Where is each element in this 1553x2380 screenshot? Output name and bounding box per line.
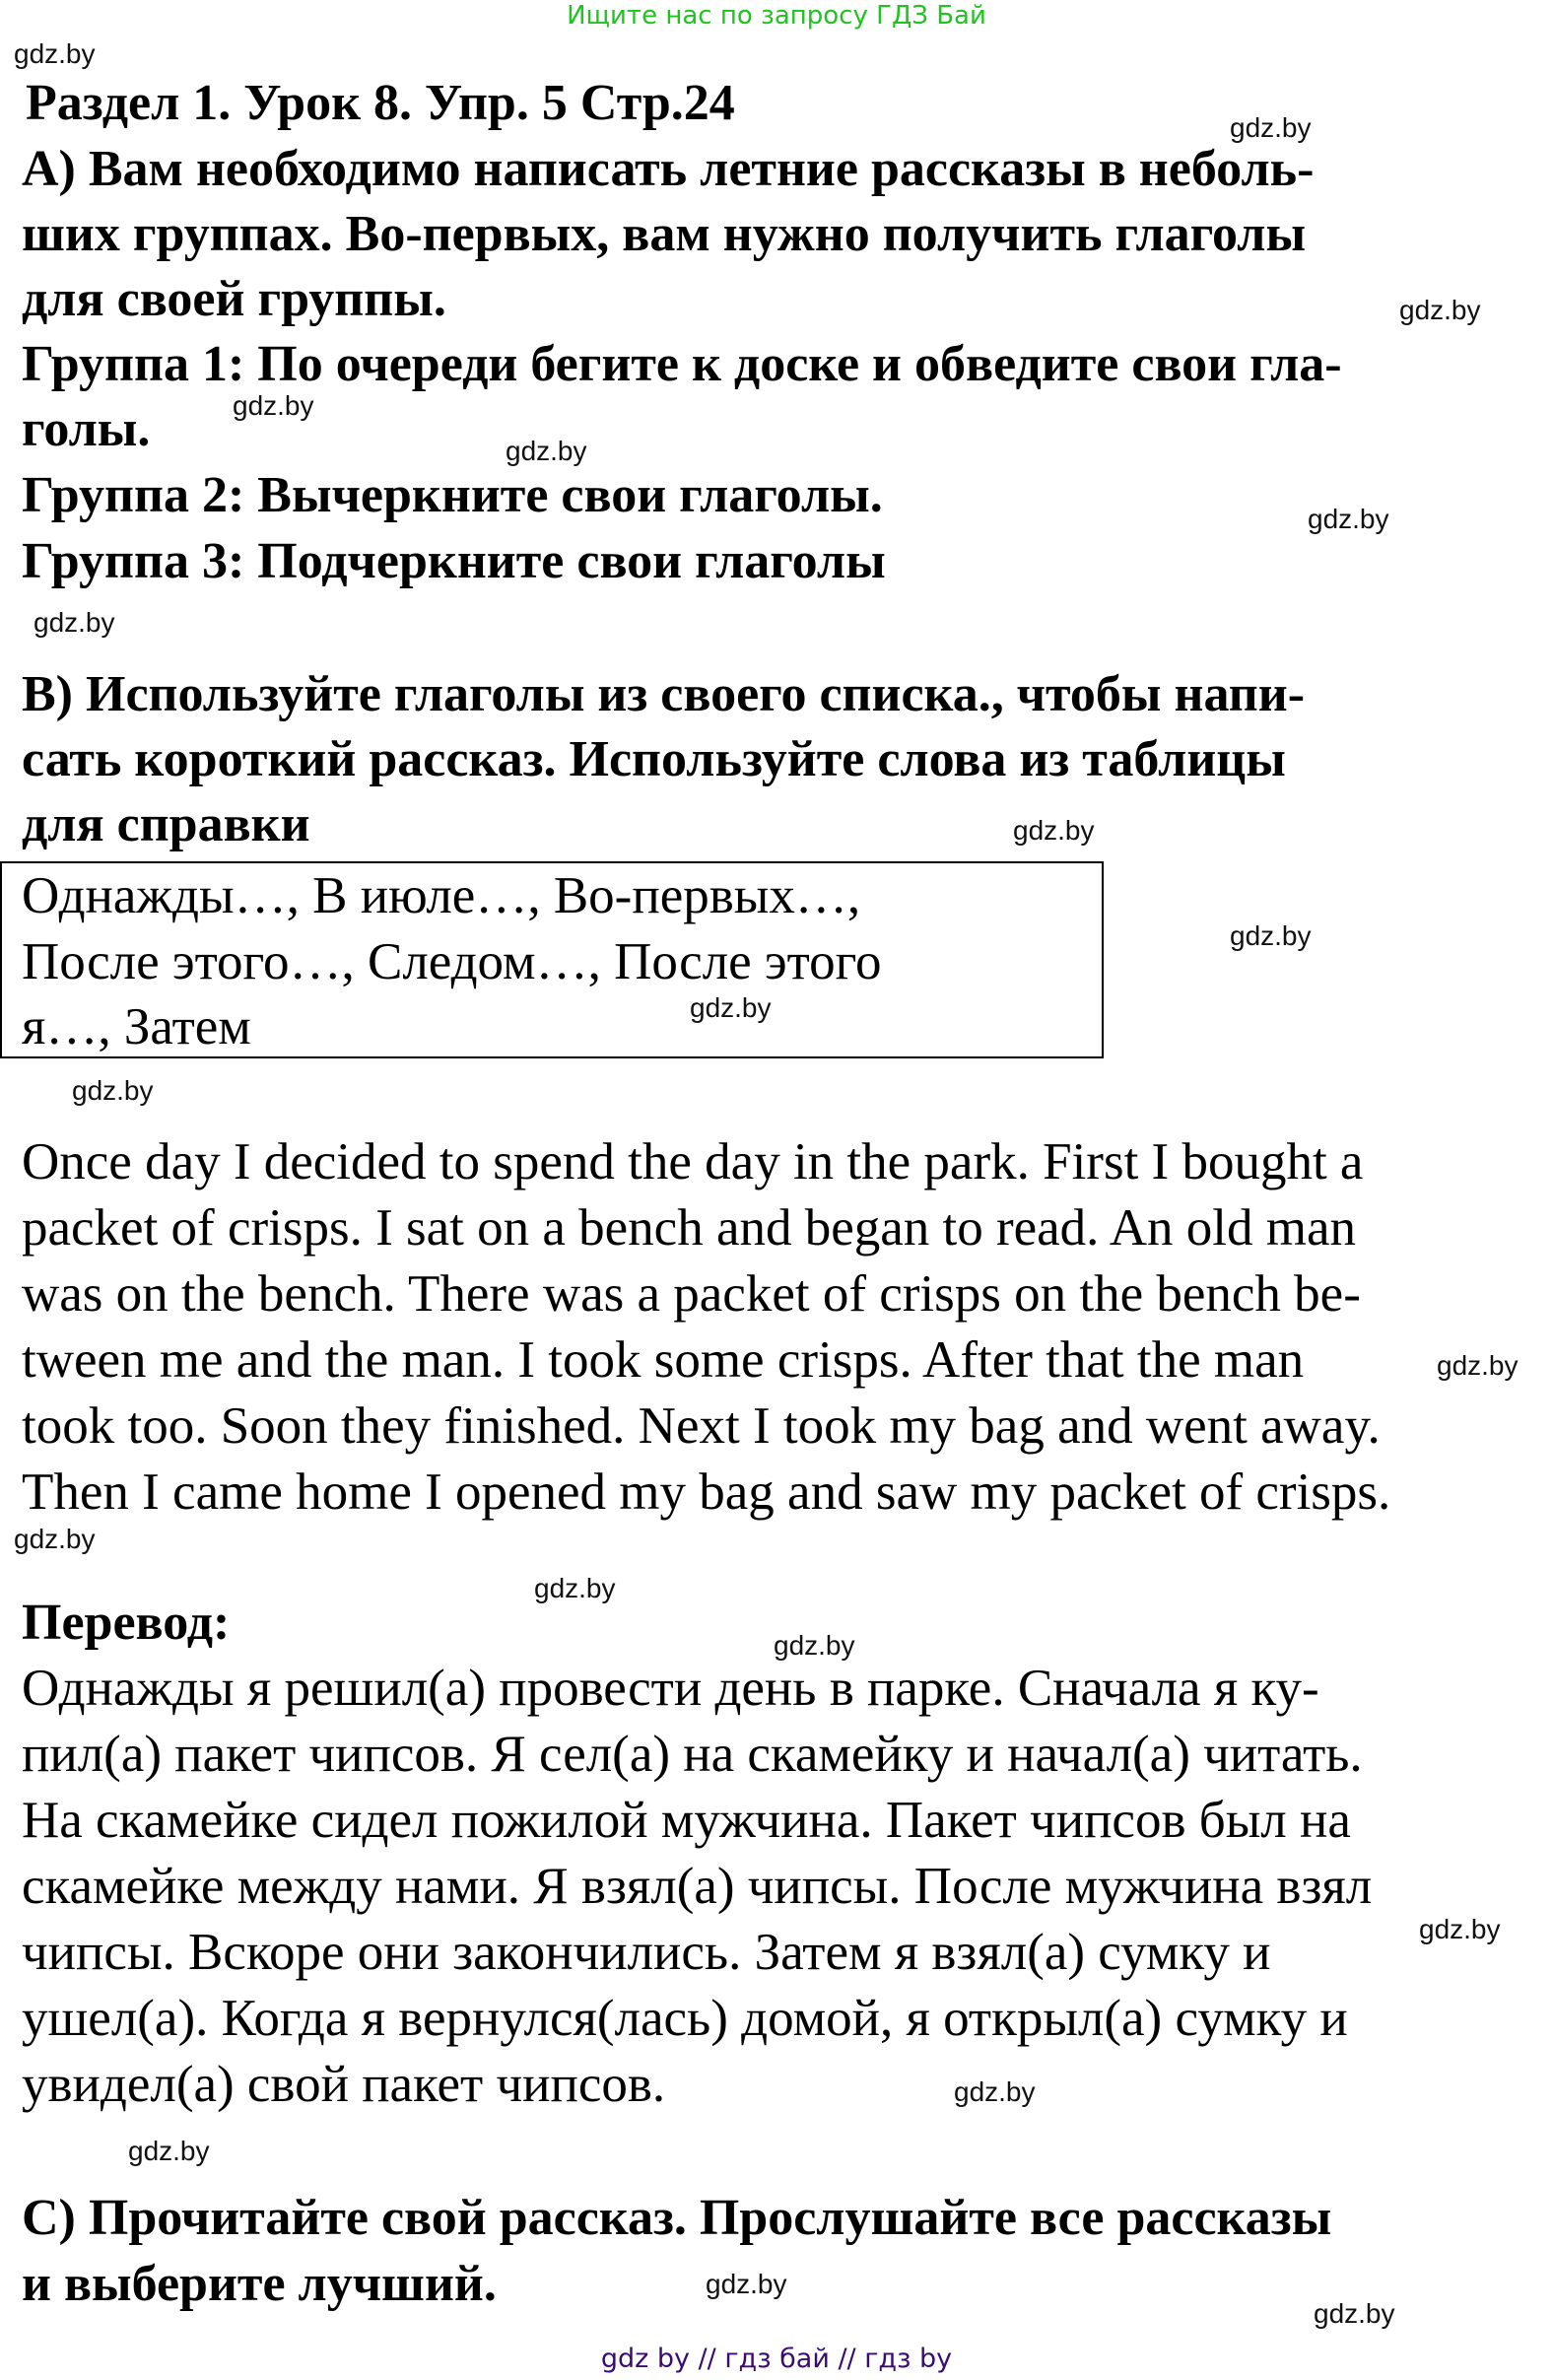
translation-line: На скамейке сидел пожилой мужчина. Пакет чипсов был на bbox=[22, 1792, 1351, 1849]
translation-line: пил(а) пакет чипсов. Я сел(а) на скамейку и начал(а) читать. bbox=[22, 1726, 1363, 1783]
group-line: Группа 3: Подчеркните свои глаголы bbox=[22, 533, 886, 589]
story-line: Once day I decided to spend the day in the park. First I bought a bbox=[22, 1133, 1364, 1190]
task-a-line: для своей группы. bbox=[22, 271, 446, 327]
footer-links[interactable]: gdz by // гдз бай // гдз by bbox=[600, 2344, 953, 2374]
word-box-line: я…, Затем bbox=[22, 998, 251, 1055]
translation-line: скамейке между нами. Я взял(а) чипсы. После мужчина взял bbox=[22, 1858, 1373, 1915]
task-b-line: В) Используйте глаголы из своего списка., чтобы напи- bbox=[22, 666, 1306, 722]
task-c-line: С) Прочитайте свой рассказ. Прослушайте все рассказы bbox=[22, 2190, 1332, 2246]
task-c-line: и выберите лучший. bbox=[22, 2256, 497, 2312]
translation-line: увидел(а) свой пакет чипсов. bbox=[22, 2056, 666, 2113]
watermark: gdz.by bbox=[1230, 920, 1312, 951]
group-line: голы. bbox=[22, 401, 151, 457]
page-title: Раздел 1. Урок 8. Упр. 5 Стр.24 bbox=[26, 75, 735, 131]
word-box-line: После этого…, Следом…, После этого bbox=[22, 933, 882, 990]
translation-line: чипсы. Вскоре они закончились. Затем я взял(а) сумку и bbox=[22, 1924, 1271, 1981]
story-line: Then I came home I opened my bag and saw my packet of crisps. bbox=[22, 1463, 1391, 1521]
watermark: gdz.by bbox=[706, 2269, 787, 2299]
watermark: gdz.by bbox=[1399, 295, 1481, 325]
story-line: was on the bench. There was a packet of crisps on the bench be- bbox=[22, 1265, 1361, 1323]
group-line: Группа 2: Вычеркните свои глаголы. bbox=[22, 467, 883, 523]
translation-line: Однажды я решил(а) провести день в парке. Сначала я ку- bbox=[22, 1660, 1319, 1717]
watermark: gdz.by bbox=[774, 1630, 855, 1661]
task-a-line: А) Вам необходимо написать летние рассказы в неболь- bbox=[22, 141, 1315, 197]
search-banner[interactable]: Ищите нас по запросу ГДЗ Бай bbox=[567, 1, 986, 31]
watermark: gdz.by bbox=[128, 2136, 210, 2166]
task-b-line: сать короткий рассказ. Используйте слова из таблицы bbox=[22, 731, 1286, 787]
watermark: gdz.by bbox=[1230, 112, 1312, 143]
story-line: took too. Soon they finished. Next I took my bag and went away. bbox=[22, 1397, 1381, 1455]
translation-line: ушел(а). Когда я вернулся(лась) домой, я открыл(а) сумку и bbox=[22, 1990, 1348, 2047]
watermark: gdz.by bbox=[233, 390, 314, 421]
watermark: gdz.by bbox=[72, 1075, 154, 1106]
watermark: gdz.by bbox=[1419, 1914, 1501, 1944]
watermark: gdz.by bbox=[1013, 815, 1095, 846]
watermark: gdz.by bbox=[14, 38, 96, 69]
watermark: gdz.by bbox=[14, 1524, 96, 1554]
story-line: packet of crisps. I sat on a bench and began to read. An old man bbox=[22, 1199, 1357, 1257]
group-line: Группа 1: По очереди бегите к доске и обведите свои гла- bbox=[22, 336, 1342, 392]
watermark: gdz.by bbox=[1314, 2298, 1395, 2329]
translation-heading: Перевод: bbox=[22, 1595, 231, 1651]
watermark: gdz.by bbox=[954, 2076, 1036, 2107]
watermark: gdz.by bbox=[690, 992, 772, 1023]
watermark: gdz.by bbox=[1437, 1350, 1519, 1381]
task-a-line: ших группах. Во-первых, вам нужно получить глаголы bbox=[22, 206, 1307, 262]
watermark: gdz.by bbox=[34, 607, 115, 638]
word-box-line: Однажды…, В июле…, Во-первых…, bbox=[22, 867, 861, 924]
watermark: gdz.by bbox=[534, 1573, 616, 1603]
task-b-line: для справки bbox=[22, 796, 310, 852]
watermark: gdz.by bbox=[506, 436, 587, 466]
watermark: gdz.by bbox=[1308, 504, 1389, 534]
story-line: tween me and the man. I took some crisps. After that the man bbox=[22, 1331, 1305, 1389]
